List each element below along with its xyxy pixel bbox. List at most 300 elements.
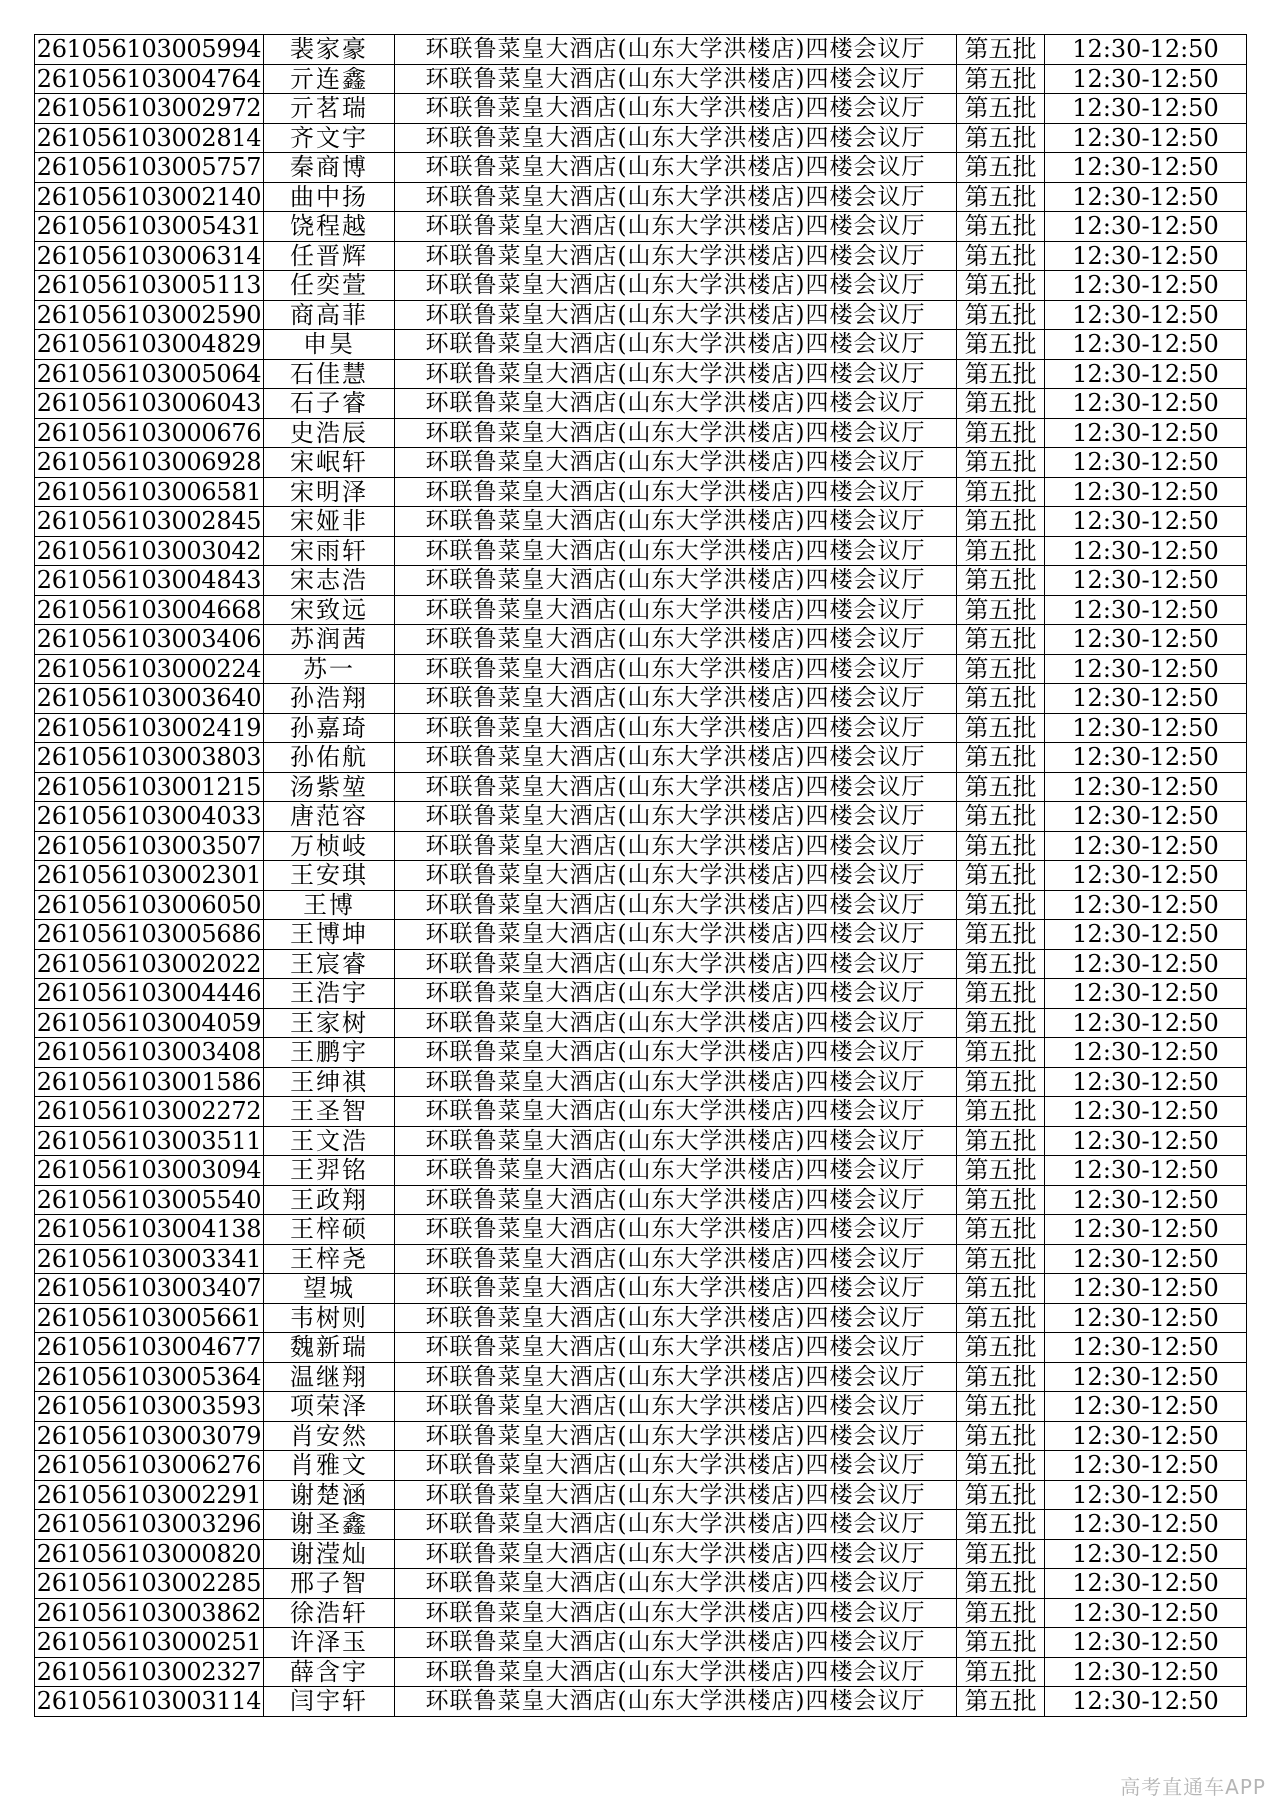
candidate-id-cell: 261056103003803 — [35, 743, 264, 773]
batch-cell: 第五批 — [957, 743, 1045, 773]
candidate-id-cell: 261056103003094 — [35, 1156, 264, 1186]
candidate-id-cell: 261056103004677 — [35, 1333, 264, 1363]
candidate-id-cell: 261056103002590 — [35, 300, 264, 330]
table-row — [35, 743, 1247, 773]
candidate-id-cell: 261056103005113 — [35, 271, 264, 301]
table-row — [35, 1244, 1247, 1274]
time-slot-cell: 12:30-12:50 — [1045, 1303, 1247, 1333]
candidate-id-cell: 261056103003507 — [35, 831, 264, 861]
candidate-id-cell: 261056103002845 — [35, 507, 264, 537]
batch-cell: 第五批 — [957, 566, 1045, 596]
time-slot-cell: 12:30-12:50 — [1045, 949, 1247, 979]
batch-cell: 第五批 — [957, 1687, 1045, 1717]
venue-cell: 环联鲁菜皇大酒店(山东大学洪楼店)四楼会议厅 — [395, 654, 957, 684]
venue-cell: 环联鲁菜皇大酒店(山东大学洪楼店)四楼会议厅 — [395, 271, 957, 301]
batch-cell: 第五批 — [957, 94, 1045, 124]
table-row — [35, 861, 1247, 891]
candidate-id-cell: 261056103001586 — [35, 1067, 264, 1097]
venue-cell: 环联鲁菜皇大酒店(山东大学洪楼店)四楼会议厅 — [395, 1480, 957, 1510]
time-slot-cell: 12:30-12:50 — [1045, 684, 1247, 714]
venue-cell: 环联鲁菜皇大酒店(山东大学洪楼店)四楼会议厅 — [395, 1628, 957, 1658]
batch-cell: 第五批 — [957, 1067, 1045, 1097]
table-row — [35, 153, 1247, 183]
candidate-name-cell: 齐文宇 — [264, 123, 395, 153]
batch-cell: 第五批 — [957, 1333, 1045, 1363]
candidate-id-cell: 261056103006581 — [35, 477, 264, 507]
time-slot-cell: 12:30-12:50 — [1045, 182, 1247, 212]
venue-cell: 环联鲁菜皇大酒店(山东大学洪楼店)四楼会议厅 — [395, 1244, 957, 1274]
table-row — [35, 448, 1247, 478]
candidate-id-cell: 261056103002814 — [35, 123, 264, 153]
table-row — [35, 1628, 1247, 1658]
time-slot-cell: 12:30-12:50 — [1045, 1185, 1247, 1215]
time-slot-cell: 12:30-12:50 — [1045, 1244, 1247, 1274]
table-row — [35, 182, 1247, 212]
table-row — [35, 212, 1247, 242]
table-row — [35, 271, 1247, 301]
time-slot-cell: 12:30-12:50 — [1045, 713, 1247, 743]
candidate-id-cell: 261056103001215 — [35, 772, 264, 802]
candidate-name-cell: 王梓尧 — [264, 1244, 395, 1274]
table-row — [35, 1333, 1247, 1363]
candidate-name-cell: 王家树 — [264, 1008, 395, 1038]
table-row — [35, 477, 1247, 507]
candidate-name-cell: 邢子智 — [264, 1569, 395, 1599]
time-slot-cell: 12:30-12:50 — [1045, 64, 1247, 94]
time-slot-cell: 12:30-12:50 — [1045, 241, 1247, 271]
candidate-id-cell: 261056103005686 — [35, 920, 264, 950]
batch-cell: 第五批 — [957, 359, 1045, 389]
candidate-id-cell: 261056103003408 — [35, 1038, 264, 1068]
batch-cell: 第五批 — [957, 1038, 1045, 1068]
time-slot-cell: 12:30-12:50 — [1045, 1126, 1247, 1156]
candidate-name-cell: 万桢岐 — [264, 831, 395, 861]
venue-cell: 环联鲁菜皇大酒店(山东大学洪楼店)四楼会议厅 — [395, 536, 957, 566]
candidate-id-cell: 261056103003296 — [35, 1510, 264, 1540]
candidate-name-cell: 宋岷轩 — [264, 448, 395, 478]
venue-cell: 环联鲁菜皇大酒店(山东大学洪楼店)四楼会议厅 — [395, 35, 957, 65]
time-slot-cell: 12:30-12:50 — [1045, 861, 1247, 891]
candidate-id-cell: 261056103003511 — [35, 1126, 264, 1156]
batch-cell: 第五批 — [957, 330, 1045, 360]
time-slot-cell: 12:30-12:50 — [1045, 153, 1247, 183]
batch-cell: 第五批 — [957, 1510, 1045, 1540]
candidate-id-cell: 261056103006276 — [35, 1451, 264, 1481]
candidate-name-cell: 许泽玉 — [264, 1628, 395, 1658]
venue-cell: 环联鲁菜皇大酒店(山东大学洪楼店)四楼会议厅 — [395, 713, 957, 743]
candidate-name-cell: 苏一 — [264, 654, 395, 684]
batch-cell: 第五批 — [957, 123, 1045, 153]
candidate-id-cell: 261056103002022 — [35, 949, 264, 979]
time-slot-cell: 12:30-12:50 — [1045, 1687, 1247, 1717]
venue-cell: 环联鲁菜皇大酒店(山东大学洪楼店)四楼会议厅 — [395, 64, 957, 94]
table-row — [35, 300, 1247, 330]
venue-cell: 环联鲁菜皇大酒店(山东大学洪楼店)四楼会议厅 — [395, 949, 957, 979]
batch-cell: 第五批 — [957, 1451, 1045, 1481]
venue-cell: 环联鲁菜皇大酒店(山东大学洪楼店)四楼会议厅 — [395, 831, 957, 861]
time-slot-cell: 12:30-12:50 — [1045, 359, 1247, 389]
candidate-id-cell: 261056103000224 — [35, 654, 264, 684]
candidate-id-cell: 261056103003593 — [35, 1392, 264, 1422]
venue-cell: 环联鲁菜皇大酒店(山东大学洪楼店)四楼会议厅 — [395, 1569, 957, 1599]
batch-cell: 第五批 — [957, 772, 1045, 802]
time-slot-cell: 12:30-12:50 — [1045, 300, 1247, 330]
candidate-id-cell: 261056103005064 — [35, 359, 264, 389]
table-row — [35, 1657, 1247, 1687]
table-row — [35, 772, 1247, 802]
candidate-name-cell: 项荣泽 — [264, 1392, 395, 1422]
batch-cell: 第五批 — [957, 1185, 1045, 1215]
candidate-name-cell: 王圣智 — [264, 1097, 395, 1127]
batch-cell: 第五批 — [957, 1392, 1045, 1422]
candidate-id-cell: 261056103003042 — [35, 536, 264, 566]
time-slot-cell: 12:30-12:50 — [1045, 979, 1247, 1009]
venue-cell: 环联鲁菜皇大酒店(山东大学洪楼店)四楼会议厅 — [395, 1362, 957, 1392]
table-row — [35, 241, 1247, 271]
venue-cell: 环联鲁菜皇大酒店(山东大学洪楼店)四楼会议厅 — [395, 1657, 957, 1687]
candidate-id-cell: 261056103004668 — [35, 595, 264, 625]
table-row — [35, 1451, 1247, 1481]
candidate-id-cell: 261056103004033 — [35, 802, 264, 832]
table-row — [35, 1215, 1247, 1245]
batch-cell: 第五批 — [957, 1362, 1045, 1392]
table-row — [35, 1510, 1247, 1540]
candidate-id-cell: 261056103002285 — [35, 1569, 264, 1599]
batch-cell: 第五批 — [957, 625, 1045, 655]
candidate-name-cell: 唐范容 — [264, 802, 395, 832]
venue-cell: 环联鲁菜皇大酒店(山东大学洪楼店)四楼会议厅 — [395, 418, 957, 448]
batch-cell: 第五批 — [957, 861, 1045, 891]
table-row — [35, 1687, 1247, 1717]
time-slot-cell: 12:30-12:50 — [1045, 1038, 1247, 1068]
table-row — [35, 330, 1247, 360]
candidate-name-cell: 王浩宇 — [264, 979, 395, 1009]
venue-cell: 环联鲁菜皇大酒店(山东大学洪楼店)四楼会议厅 — [395, 890, 957, 920]
time-slot-cell: 12:30-12:50 — [1045, 389, 1247, 419]
time-slot-cell: 12:30-12:50 — [1045, 418, 1247, 448]
table-row — [35, 1392, 1247, 1422]
time-slot-cell: 12:30-12:50 — [1045, 831, 1247, 861]
time-slot-cell: 12:30-12:50 — [1045, 890, 1247, 920]
candidate-id-cell: 261056103005661 — [35, 1303, 264, 1333]
candidate-name-cell: 王博 — [264, 890, 395, 920]
table-row — [35, 654, 1247, 684]
venue-cell: 环联鲁菜皇大酒店(山东大学洪楼店)四楼会议厅 — [395, 1215, 957, 1245]
time-slot-cell: 12:30-12:50 — [1045, 1657, 1247, 1687]
candidate-name-cell: 王文浩 — [264, 1126, 395, 1156]
candidate-id-cell: 261056103002327 — [35, 1657, 264, 1687]
time-slot-cell: 12:30-12:50 — [1045, 772, 1247, 802]
time-slot-cell: 12:30-12:50 — [1045, 654, 1247, 684]
candidate-name-cell: 王羿铭 — [264, 1156, 395, 1186]
candidate-name-cell: 王博坤 — [264, 920, 395, 950]
batch-cell: 第五批 — [957, 1628, 1045, 1658]
candidate-id-cell: 261056103005431 — [35, 212, 264, 242]
batch-cell: 第五批 — [957, 1097, 1045, 1127]
table-row — [35, 625, 1247, 655]
venue-cell: 环联鲁菜皇大酒店(山东大学洪楼店)四楼会议厅 — [395, 507, 957, 537]
venue-cell: 环联鲁菜皇大酒店(山东大学洪楼店)四楼会议厅 — [395, 1303, 957, 1333]
candidate-name-cell: 宋明泽 — [264, 477, 395, 507]
time-slot-cell: 12:30-12:50 — [1045, 1539, 1247, 1569]
candidate-name-cell: 商高菲 — [264, 300, 395, 330]
venue-cell: 环联鲁菜皇大酒店(山东大学洪楼店)四楼会议厅 — [395, 153, 957, 183]
candidate-id-cell: 261056103006043 — [35, 389, 264, 419]
venue-cell: 环联鲁菜皇大酒店(山东大学洪楼店)四楼会议厅 — [395, 448, 957, 478]
batch-cell: 第五批 — [957, 389, 1045, 419]
candidate-id-cell: 261056103000676 — [35, 418, 264, 448]
table-row — [35, 1126, 1247, 1156]
batch-cell: 第五批 — [957, 1008, 1045, 1038]
candidate-name-cell: 史浩辰 — [264, 418, 395, 448]
batch-cell: 第五批 — [957, 684, 1045, 714]
candidate-name-cell: 石子睿 — [264, 389, 395, 419]
batch-cell: 第五批 — [957, 890, 1045, 920]
candidate-name-cell: 魏新瑞 — [264, 1333, 395, 1363]
batch-cell: 第五批 — [957, 1598, 1045, 1628]
batch-cell: 第五批 — [957, 1569, 1045, 1599]
table-row — [35, 507, 1247, 537]
venue-cell: 环联鲁菜皇大酒店(山东大学洪楼店)四楼会议厅 — [395, 1687, 957, 1717]
time-slot-cell: 12:30-12:50 — [1045, 566, 1247, 596]
candidate-name-cell: 王安琪 — [264, 861, 395, 891]
time-slot-cell: 12:30-12:50 — [1045, 1480, 1247, 1510]
venue-cell: 环联鲁菜皇大酒店(山东大学洪楼店)四楼会议厅 — [395, 684, 957, 714]
candidate-name-cell: 徐浩轩 — [264, 1598, 395, 1628]
table-row — [35, 1156, 1247, 1186]
venue-cell: 环联鲁菜皇大酒店(山东大学洪楼店)四楼会议厅 — [395, 1274, 957, 1304]
batch-cell: 第五批 — [957, 35, 1045, 65]
candidate-id-cell: 261056103004829 — [35, 330, 264, 360]
table-row — [35, 1274, 1247, 1304]
venue-cell: 环联鲁菜皇大酒店(山东大学洪楼店)四楼会议厅 — [395, 182, 957, 212]
venue-cell: 环联鲁菜皇大酒店(山东大学洪楼店)四楼会议厅 — [395, 300, 957, 330]
candidate-name-cell: 闫宇轩 — [264, 1687, 395, 1717]
batch-cell: 第五批 — [957, 271, 1045, 301]
candidate-name-cell: 孙嘉琦 — [264, 713, 395, 743]
candidate-id-cell: 261056103005540 — [35, 1185, 264, 1215]
venue-cell: 环联鲁菜皇大酒店(山东大学洪楼店)四楼会议厅 — [395, 477, 957, 507]
venue-cell: 环联鲁菜皇大酒店(山东大学洪楼店)四楼会议厅 — [395, 330, 957, 360]
batch-cell: 第五批 — [957, 1244, 1045, 1274]
table-row — [35, 831, 1247, 861]
batch-cell: 第五批 — [957, 1303, 1045, 1333]
venue-cell: 环联鲁菜皇大酒店(山东大学洪楼店)四楼会议厅 — [395, 979, 957, 1009]
table-row — [35, 1303, 1247, 1333]
candidate-name-cell: 谢滢灿 — [264, 1539, 395, 1569]
candidate-name-cell: 申昊 — [264, 330, 395, 360]
candidate-id-cell: 261056103005994 — [35, 35, 264, 65]
time-slot-cell: 12:30-12:50 — [1045, 507, 1247, 537]
batch-cell: 第五批 — [957, 153, 1045, 183]
candidate-id-cell: 261056103006314 — [35, 241, 264, 271]
table-row — [35, 1185, 1247, 1215]
candidate-id-cell: 261056103002140 — [35, 182, 264, 212]
venue-cell: 环联鲁菜皇大酒店(山东大学洪楼店)四楼会议厅 — [395, 1008, 957, 1038]
time-slot-cell: 12:30-12:50 — [1045, 477, 1247, 507]
candidate-name-cell: 王鹏宇 — [264, 1038, 395, 1068]
venue-cell: 环联鲁菜皇大酒店(山东大学洪楼店)四楼会议厅 — [395, 625, 957, 655]
table-row — [35, 418, 1247, 448]
time-slot-cell: 12:30-12:50 — [1045, 1451, 1247, 1481]
candidate-name-cell: 望城 — [264, 1274, 395, 1304]
table-row — [35, 890, 1247, 920]
batch-cell: 第五批 — [957, 1480, 1045, 1510]
table-row — [35, 1038, 1247, 1068]
candidate-name-cell: 宋雨轩 — [264, 536, 395, 566]
candidate-id-cell: 261056103006050 — [35, 890, 264, 920]
batch-cell: 第五批 — [957, 802, 1045, 832]
venue-cell: 环联鲁菜皇大酒店(山东大学洪楼店)四楼会议厅 — [395, 241, 957, 271]
venue-cell: 环联鲁菜皇大酒店(山东大学洪楼店)四楼会议厅 — [395, 1067, 957, 1097]
candidate-name-cell: 王宸睿 — [264, 949, 395, 979]
batch-cell: 第五批 — [957, 831, 1045, 861]
time-slot-cell: 12:30-12:50 — [1045, 330, 1247, 360]
venue-cell: 环联鲁菜皇大酒店(山东大学洪楼店)四楼会议厅 — [395, 920, 957, 950]
table-row — [35, 35, 1247, 65]
candidate-name-cell: 宋致远 — [264, 595, 395, 625]
time-slot-cell: 12:30-12:50 — [1045, 94, 1247, 124]
candidate-id-cell: 261056103004138 — [35, 1215, 264, 1245]
candidate-name-cell: 亓茗瑞 — [264, 94, 395, 124]
venue-cell: 环联鲁菜皇大酒店(山东大学洪楼店)四楼会议厅 — [395, 743, 957, 773]
time-slot-cell: 12:30-12:50 — [1045, 1392, 1247, 1422]
time-slot-cell: 12:30-12:50 — [1045, 1362, 1247, 1392]
venue-cell: 环联鲁菜皇大酒店(山东大学洪楼店)四楼会议厅 — [395, 1038, 957, 1068]
venue-cell: 环联鲁菜皇大酒店(山东大学洪楼店)四楼会议厅 — [395, 359, 957, 389]
table-row — [35, 1569, 1247, 1599]
candidate-name-cell: 苏润茜 — [264, 625, 395, 655]
batch-cell: 第五批 — [957, 949, 1045, 979]
candidate-id-cell: 261056103000820 — [35, 1539, 264, 1569]
time-slot-cell: 12:30-12:50 — [1045, 743, 1247, 773]
candidate-id-cell: 261056103006928 — [35, 448, 264, 478]
candidate-name-cell: 孙佑航 — [264, 743, 395, 773]
candidate-id-cell: 261056103005364 — [35, 1362, 264, 1392]
time-slot-cell: 12:30-12:50 — [1045, 595, 1247, 625]
time-slot-cell: 12:30-12:50 — [1045, 1215, 1247, 1245]
venue-cell: 环联鲁菜皇大酒店(山东大学洪楼店)四楼会议厅 — [395, 802, 957, 832]
venue-cell: 环联鲁菜皇大酒店(山东大学洪楼店)四楼会议厅 — [395, 1392, 957, 1422]
venue-cell: 环联鲁菜皇大酒店(山东大学洪楼店)四楼会议厅 — [395, 1421, 957, 1451]
candidate-id-cell: 261056103004843 — [35, 566, 264, 596]
candidate-id-cell: 261056103004446 — [35, 979, 264, 1009]
time-slot-cell: 12:30-12:50 — [1045, 212, 1247, 242]
candidate-name-cell: 任奕萱 — [264, 271, 395, 301]
batch-cell: 第五批 — [957, 1156, 1045, 1186]
venue-cell: 环联鲁菜皇大酒店(山东大学洪楼店)四楼会议厅 — [395, 772, 957, 802]
batch-cell: 第五批 — [957, 979, 1045, 1009]
venue-cell: 环联鲁菜皇大酒店(山东大学洪楼店)四楼会议厅 — [395, 566, 957, 596]
table-row — [35, 1097, 1247, 1127]
time-slot-cell: 12:30-12:50 — [1045, 1569, 1247, 1599]
venue-cell: 环联鲁菜皇大酒店(山东大学洪楼店)四楼会议厅 — [395, 1598, 957, 1628]
batch-cell: 第五批 — [957, 1274, 1045, 1304]
batch-cell: 第五批 — [957, 241, 1045, 271]
venue-cell: 环联鲁菜皇大酒店(山东大学洪楼店)四楼会议厅 — [395, 94, 957, 124]
time-slot-cell: 12:30-12:50 — [1045, 625, 1247, 655]
candidate-id-cell: 261056103003114 — [35, 1687, 264, 1717]
time-slot-cell: 12:30-12:50 — [1045, 123, 1247, 153]
time-slot-cell: 12:30-12:50 — [1045, 1598, 1247, 1628]
venue-cell: 环联鲁菜皇大酒店(山东大学洪楼店)四楼会议厅 — [395, 1156, 957, 1186]
candidate-id-cell: 261056103003640 — [35, 684, 264, 714]
batch-cell: 第五批 — [957, 448, 1045, 478]
candidate-name-cell: 薛含宇 — [264, 1657, 395, 1687]
table-row — [35, 94, 1247, 124]
table-row — [35, 389, 1247, 419]
time-slot-cell: 12:30-12:50 — [1045, 1067, 1247, 1097]
candidate-name-cell: 宋娅非 — [264, 507, 395, 537]
table-row — [35, 1067, 1247, 1097]
candidate-name-cell: 宋志浩 — [264, 566, 395, 596]
time-slot-cell: 12:30-12:50 — [1045, 1510, 1247, 1540]
batch-cell: 第五批 — [957, 182, 1045, 212]
time-slot-cell: 12:30-12:50 — [1045, 1008, 1247, 1038]
table-row — [35, 1008, 1247, 1038]
candidate-id-cell: 261056103002272 — [35, 1097, 264, 1127]
candidate-id-cell: 261056103002972 — [35, 94, 264, 124]
table-row — [35, 684, 1247, 714]
time-slot-cell: 12:30-12:50 — [1045, 1333, 1247, 1363]
table-row — [35, 566, 1247, 596]
candidate-id-cell: 261056103004764 — [35, 64, 264, 94]
candidate-name-cell: 秦商博 — [264, 153, 395, 183]
candidate-id-cell: 261056103003341 — [35, 1244, 264, 1274]
venue-cell: 环联鲁菜皇大酒店(山东大学洪楼店)四楼会议厅 — [395, 389, 957, 419]
table-row — [35, 359, 1247, 389]
candidate-name-cell: 温继翔 — [264, 1362, 395, 1392]
venue-cell: 环联鲁菜皇大酒店(山东大学洪楼店)四楼会议厅 — [395, 595, 957, 625]
candidate-name-cell: 曲中扬 — [264, 182, 395, 212]
venue-cell: 环联鲁菜皇大酒店(山东大学洪楼店)四楼会议厅 — [395, 1185, 957, 1215]
candidate-id-cell: 261056103002301 — [35, 861, 264, 891]
batch-cell: 第五批 — [957, 1421, 1045, 1451]
time-slot-cell: 12:30-12:50 — [1045, 1156, 1247, 1186]
table-row — [35, 536, 1247, 566]
batch-cell: 第五批 — [957, 1539, 1045, 1569]
candidate-name-cell: 孙浩翔 — [264, 684, 395, 714]
batch-cell: 第五批 — [957, 654, 1045, 684]
candidate-id-cell: 261056103000251 — [35, 1628, 264, 1658]
batch-cell: 第五批 — [957, 595, 1045, 625]
candidate-name-cell: 肖安然 — [264, 1421, 395, 1451]
batch-cell: 第五批 — [957, 212, 1045, 242]
candidate-id-cell: 261056103003862 — [35, 1598, 264, 1628]
candidate-name-cell: 亓连鑫 — [264, 64, 395, 94]
table-row — [35, 64, 1247, 94]
candidate-id-cell: 261056103004059 — [35, 1008, 264, 1038]
venue-cell: 环联鲁菜皇大酒店(山东大学洪楼店)四楼会议厅 — [395, 1126, 957, 1156]
time-slot-cell: 12:30-12:50 — [1045, 802, 1247, 832]
candidate-id-cell: 261056103003407 — [35, 1274, 264, 1304]
candidate-id-cell: 261056103003079 — [35, 1421, 264, 1451]
venue-cell: 环联鲁菜皇大酒店(山东大学洪楼店)四楼会议厅 — [395, 1510, 957, 1540]
time-slot-cell: 12:30-12:50 — [1045, 35, 1247, 65]
batch-cell: 第五批 — [957, 1126, 1045, 1156]
candidate-name-cell: 韦树则 — [264, 1303, 395, 1333]
time-slot-cell: 12:30-12:50 — [1045, 1628, 1247, 1658]
table-row — [35, 1362, 1247, 1392]
table-row — [35, 1421, 1247, 1451]
time-slot-cell: 12:30-12:50 — [1045, 1274, 1247, 1304]
watermark: 高考直通车APP — [1120, 1775, 1266, 1799]
table-row — [35, 595, 1247, 625]
batch-cell: 第五批 — [957, 1657, 1045, 1687]
venue-cell: 环联鲁菜皇大酒店(山东大学洪楼店)四楼会议厅 — [395, 861, 957, 891]
venue-cell: 环联鲁菜皇大酒店(山东大学洪楼店)四楼会议厅 — [395, 1451, 957, 1481]
table-row — [35, 1598, 1247, 1628]
